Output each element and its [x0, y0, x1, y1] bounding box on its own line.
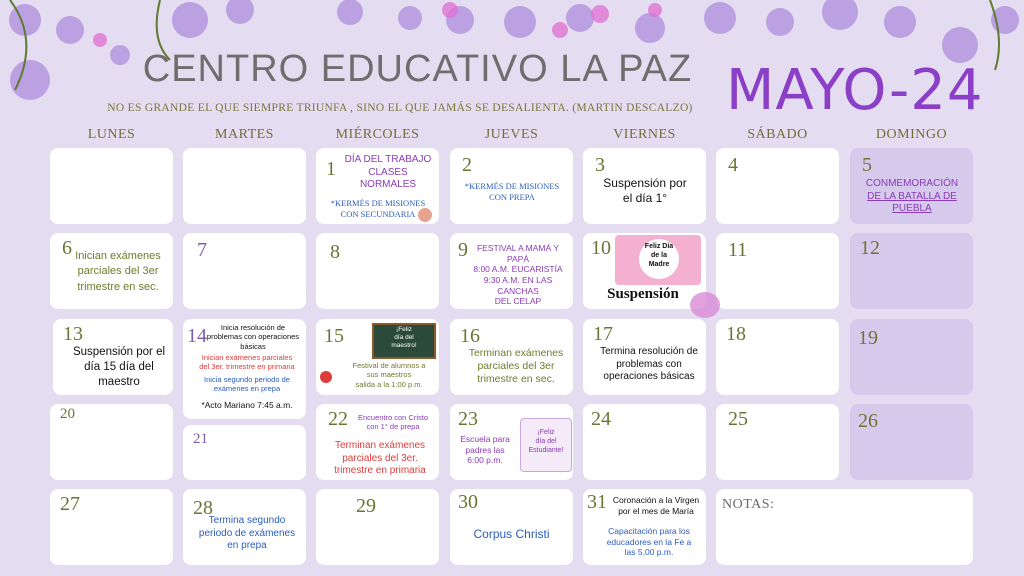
day-cell-empty	[183, 148, 306, 224]
flower-icon	[690, 292, 720, 318]
day-number: 15	[324, 325, 344, 347]
event-text: Terminan exámenes parciales del 3er. trimestre en primaria	[334, 440, 426, 476]
day-cell-27	[50, 489, 173, 565]
day-number: 4	[728, 154, 738, 176]
event-text: *Acto Mariano 7:45 a.m.	[201, 400, 293, 410]
day-cell-2	[450, 148, 573, 224]
day-number: 23	[458, 408, 478, 430]
day-number: 31	[587, 491, 607, 513]
header-martes: MARTES	[215, 127, 274, 142]
day-number: 5	[862, 154, 872, 176]
card-text: ¡Feliz día del Estudiante!	[528, 429, 564, 454]
day-cell-15	[316, 319, 439, 395]
day-number: 28	[193, 497, 213, 519]
event-text: Suspensión	[607, 286, 679, 302]
day-number: 13	[63, 323, 83, 345]
day-cell-22	[316, 404, 439, 480]
day-cell-26	[850, 404, 973, 480]
chalkboard-icon	[372, 323, 436, 359]
day-number: 21	[193, 431, 208, 447]
day-number: 14	[187, 325, 207, 347]
day-cell-25	[716, 404, 839, 480]
day-cell-8	[316, 233, 439, 309]
event-text: Suspensión por el día 1°	[603, 176, 687, 205]
notes-label: NOTAS:	[722, 497, 775, 512]
day-number: 6	[62, 237, 72, 259]
event-text: DÍA DEL TRABAJO CLASES NORMALES	[344, 154, 432, 190]
mothers-day-card	[615, 235, 701, 285]
month-label: MAYO-24	[726, 58, 984, 123]
day-number: 30	[458, 491, 478, 513]
day-number: 7	[197, 239, 207, 261]
notes-box[interactable]	[716, 489, 973, 565]
day-number: 8	[330, 241, 340, 263]
card-text: ¡Feliz día del maestro!	[391, 326, 417, 350]
day-number: 16	[460, 325, 480, 347]
day-number: 24	[591, 408, 611, 430]
header-domingo: DOMINGO	[875, 127, 948, 142]
day-cell-14	[183, 319, 306, 419]
event-text: Inicia segundo periodo de exámenes en prepa	[204, 375, 290, 394]
event-text: Capacitación para los educadores en la Fe a las 5.00 p.m.	[606, 526, 692, 558]
day-number: 1	[326, 158, 336, 180]
header-jueves: JUEVES	[484, 127, 539, 142]
event-text: Coronación a la Virgen por el mes de María	[612, 495, 700, 516]
day-cell-1	[316, 148, 439, 224]
day-cell-28	[183, 489, 306, 565]
day-cell-18	[716, 319, 839, 395]
event-text: Termina resolución de problemas con operaciones básicas	[600, 346, 698, 382]
day-cell-6	[50, 233, 173, 309]
day-number: 2	[462, 154, 472, 176]
event-text: Corpus Christi	[473, 527, 550, 541]
header-miercoles: MIÉRCOLES	[335, 127, 420, 142]
day-cell-19	[850, 319, 973, 395]
day-number: 11	[728, 239, 748, 261]
day-cell-4	[716, 148, 839, 224]
day-number: 25	[728, 408, 748, 430]
event-text: Encuentro con Cristo con 1° de prepa	[357, 413, 429, 432]
day-cell-29	[316, 489, 439, 565]
student-day-card	[520, 418, 572, 472]
header-viernes: VIERNES	[613, 127, 676, 142]
day-cell-3	[583, 148, 706, 224]
day-cell-20	[50, 404, 173, 480]
day-number: 9	[458, 239, 468, 261]
event-text: Inician exámenes parciales del 3er trimestre en sec.	[75, 250, 161, 293]
day-number: 17	[593, 323, 613, 345]
page-title: CENTRO EDUCATIVO LA PAZ	[142, 48, 693, 90]
event-text: Suspensión por el día 15 día del maestro	[72, 346, 166, 388]
day-cell-17	[583, 319, 706, 395]
quote: NO ES GRANDE EL QUE SIEMPRE TRIUNFA , SINO EL QUE JAMÁS SE DESALIENTA. (MARTIN DESCALZO)	[107, 102, 693, 114]
day-cell-23	[450, 404, 573, 480]
day-number: 27	[60, 493, 80, 515]
header-sabado: SÁBADO	[747, 127, 808, 142]
day-cell-9	[450, 233, 573, 309]
day-number: 29	[356, 495, 376, 517]
event-text: CONMEMORACIÓN DE LA BATALLA DE PUEBLA	[865, 178, 959, 214]
event-text: *KERMÉS DE MISIONES CON SECUNDARIA	[330, 198, 426, 219]
day-cell-10	[583, 233, 706, 309]
event-text: *KERMÉS DE MISIONES CON PREPA	[464, 181, 560, 202]
day-number: 20	[60, 406, 75, 422]
day-cell-12	[850, 233, 973, 309]
day-cell-13	[53, 319, 173, 395]
flower-icon	[418, 208, 432, 222]
day-number: 10	[591, 237, 611, 259]
day-cell-empty	[50, 148, 173, 224]
event-text: Inician exámenes parciales del 3er. trimestre en primaria	[199, 353, 295, 372]
day-cell-24	[583, 404, 706, 480]
day-number: 3	[595, 154, 605, 176]
day-cell-16	[450, 319, 573, 395]
event-text: Inicia resolución de problemas con operaciones básicas	[206, 323, 300, 351]
card-text: Feliz Día de la Madre	[644, 243, 674, 268]
day-number: 22	[328, 408, 348, 430]
day-cell-5	[850, 148, 973, 224]
day-cell-21	[183, 425, 306, 480]
event-text: FESTIVAL A MAMÁ Y PAPÁ 8:00 A.M. EUCARISTÍA 9:30 A.M. EN LAS CANCHAS DEL CELAP	[473, 243, 563, 307]
event-text: Escuela para padres las 6:00 p.m.	[460, 434, 510, 466]
day-number: 26	[858, 410, 878, 432]
event-text: Terminan exámenes parciales del 3er trimestre en sec.	[468, 347, 564, 386]
apple-icon	[320, 371, 332, 383]
day-number: 12	[860, 237, 880, 259]
header-lunes: LUNES	[87, 127, 136, 142]
day-cell-7	[183, 233, 306, 309]
event-text: Festival de alumnos a sus maestros salida a la 1:00 p.m.	[352, 361, 426, 389]
day-cell-31	[583, 489, 706, 565]
day-number: 19	[858, 327, 878, 349]
day-number: 18	[726, 323, 746, 345]
day-cell-11	[716, 233, 839, 309]
event-text: Termina segundo periodo de exámenes en prepa	[198, 515, 296, 551]
day-cell-30	[450, 489, 573, 565]
